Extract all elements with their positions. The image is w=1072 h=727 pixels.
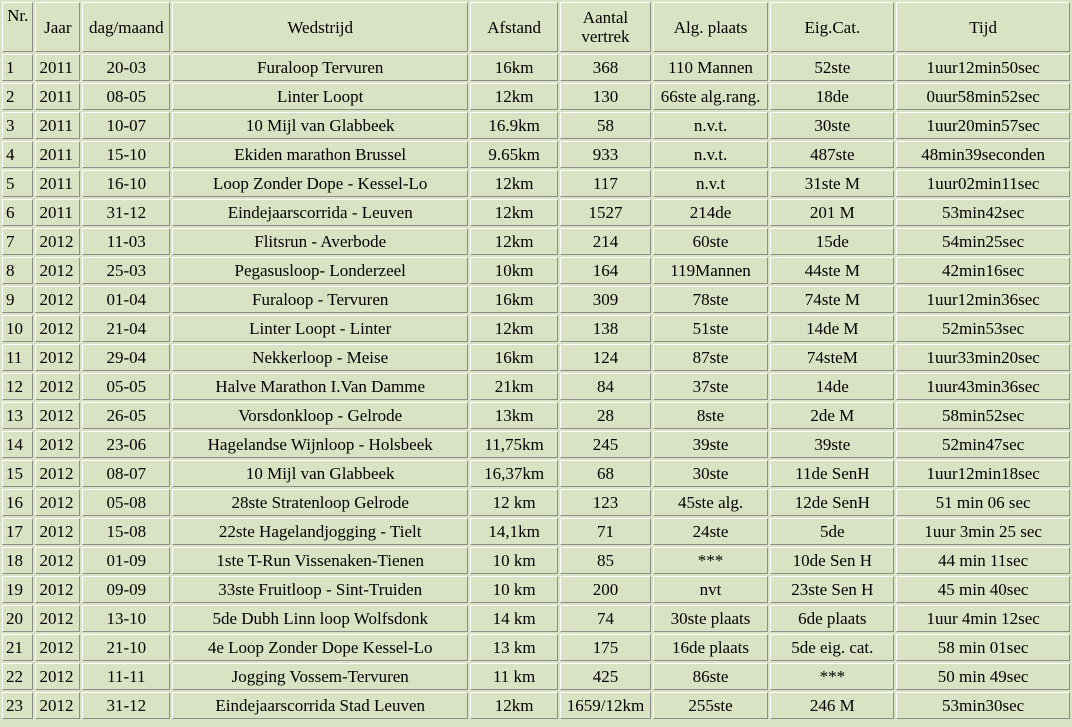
cell-datum: 21-04 — [82, 315, 170, 342]
table-row — [2, 489, 1070, 516]
table-row — [2, 315, 1070, 342]
cell-nr: 6 — [2, 199, 33, 226]
table-row — [2, 373, 1070, 400]
cell-cat: 52ste — [770, 54, 894, 81]
cell-cat: 39ste — [770, 431, 894, 458]
cell-nr: 5 — [2, 170, 33, 197]
cell-nr: 15 — [2, 460, 33, 487]
header-plaats: Alg. plaats — [653, 2, 769, 52]
cell-datum: 16-10 — [82, 170, 170, 197]
cell-vertrek: 71 — [560, 518, 650, 545]
cell-jaar: 2011 — [35, 83, 80, 110]
cell-nr: 4 — [2, 141, 33, 168]
cell-wedstrijd: 5de Dubh Linn loop Wolfsdonk — [172, 605, 467, 632]
cell-tijd: 1uur12min36sec — [896, 286, 1070, 313]
table-row — [2, 286, 1070, 313]
cell-tijd: 1uur 4min 12sec — [896, 605, 1070, 632]
cell-tijd: 48min39seconden — [896, 141, 1070, 168]
cell-afstand: 12km — [470, 228, 558, 255]
cell-afstand: 12km — [470, 83, 558, 110]
cell-wedstrijd: 4e Loop Zonder Dope Kessel-Lo — [172, 634, 467, 661]
cell-plaats: 60ste — [653, 228, 769, 255]
cell-wedstrijd: Nekkerloop - Meise — [172, 344, 467, 371]
cell-datum: 09-09 — [82, 576, 170, 603]
cell-vertrek: 84 — [560, 373, 650, 400]
cell-datum: 31-12 — [82, 199, 170, 226]
cell-tijd: 52min47sec — [896, 431, 1070, 458]
table-row — [2, 83, 1070, 110]
cell-cat: 2de M — [770, 402, 894, 429]
cell-vertrek: 200 — [560, 576, 650, 603]
cell-cat: 30ste — [770, 112, 894, 139]
cell-plaats: 24ste — [653, 518, 769, 545]
header-vertrek — [560, 2, 650, 52]
table-row — [2, 634, 1070, 661]
cell-tijd: 54min25sec — [896, 228, 1070, 255]
cell-afstand: 11,75km — [470, 431, 558, 458]
header-tijd: Tijd — [896, 2, 1070, 52]
cell-jaar: 2012 — [35, 344, 80, 371]
table-body — [2, 54, 1070, 719]
header-vertrek-line2: vertrek — [581, 27, 630, 46]
table-row — [2, 170, 1070, 197]
cell-vertrek: 124 — [560, 344, 650, 371]
cell-tijd: 1uur12min50sec — [896, 54, 1070, 81]
cell-tijd: 1uur02min11sec — [896, 170, 1070, 197]
cell-plaats: *** — [653, 547, 769, 574]
header-wedstrijd: Wedstrijd — [172, 2, 467, 52]
cell-jaar: 2012 — [35, 460, 80, 487]
cell-wedstrijd: 1ste T-Run Vissenaken-Tienen — [172, 547, 467, 574]
cell-cat: 12de SenH — [770, 489, 894, 516]
cell-wedstrijd: Linter Loopt - Linter — [172, 315, 467, 342]
cell-cat: 14de M — [770, 315, 894, 342]
cell-tijd: 53min42sec — [896, 199, 1070, 226]
cell-afstand: 21km — [470, 373, 558, 400]
cell-plaats: 110 Mannen — [653, 54, 769, 81]
cell-tijd: 52min53sec — [896, 315, 1070, 342]
cell-datum: 13-10 — [82, 605, 170, 632]
cell-afstand: 13 km — [470, 634, 558, 661]
cell-nr: 21 — [2, 634, 33, 661]
cell-plaats: 45ste alg. — [653, 489, 769, 516]
cell-cat: 18de — [770, 83, 894, 110]
cell-afstand: 10km — [470, 257, 558, 284]
cell-jaar: 2012 — [35, 315, 80, 342]
cell-datum: 11-11 — [82, 663, 170, 690]
table-row — [2, 54, 1070, 81]
cell-afstand: 13km — [470, 402, 558, 429]
cell-wedstrijd: Pegasusloop- Londerzeel — [172, 257, 467, 284]
cell-nr: 3 — [2, 112, 33, 139]
cell-tijd: 51 min 06 sec — [896, 489, 1070, 516]
cell-vertrek: 175 — [560, 634, 650, 661]
cell-wedstrijd: Hagelandse Wijnloop - Holsbeek — [172, 431, 467, 458]
cell-wedstrijd: Loop Zonder Dope - Kessel-Lo — [172, 170, 467, 197]
cell-datum: 29-04 — [82, 344, 170, 371]
table-row — [2, 605, 1070, 632]
table-row — [2, 112, 1070, 139]
table-row — [2, 518, 1070, 545]
cell-jaar: 2012 — [35, 576, 80, 603]
cell-wedstrijd: 28ste Stratenloop Gelrode — [172, 489, 467, 516]
cell-cat: 23ste Sen H — [770, 576, 894, 603]
table-row — [2, 460, 1070, 487]
cell-datum: 31-12 — [82, 692, 170, 719]
cell-plaats: 78ste — [653, 286, 769, 313]
cell-nr: 14 — [2, 431, 33, 458]
cell-cat: *** — [770, 663, 894, 690]
table-row — [2, 344, 1070, 371]
cell-tijd: 1uur 3min 25 sec — [896, 518, 1070, 545]
cell-afstand: 16km — [470, 286, 558, 313]
cell-vertrek: 933 — [560, 141, 650, 168]
cell-jaar: 2011 — [35, 170, 80, 197]
cell-afstand: 16,37km — [470, 460, 558, 487]
cell-plaats: nvt — [653, 576, 769, 603]
cell-vertrek: 117 — [560, 170, 650, 197]
cell-plaats: 37ste — [653, 373, 769, 400]
cell-plaats: 39ste — [653, 431, 769, 458]
cell-tijd: 50 min 49sec — [896, 663, 1070, 690]
cell-plaats: 8ste — [653, 402, 769, 429]
cell-cat: 487ste — [770, 141, 894, 168]
cell-tijd: 1uur43min36sec — [896, 373, 1070, 400]
cell-datum: 05-05 — [82, 373, 170, 400]
cell-plaats: 119Mannen — [653, 257, 769, 284]
cell-jaar: 2011 — [35, 112, 80, 139]
cell-afstand: 9.65km — [470, 141, 558, 168]
header-datum: dag/maand — [82, 2, 170, 52]
cell-jaar: 2012 — [35, 634, 80, 661]
cell-nr: 12 — [2, 373, 33, 400]
cell-nr: 18 — [2, 547, 33, 574]
cell-wedstrijd: 33ste Fruitloop - Sint-Truiden — [172, 576, 467, 603]
cell-afstand: 12km — [470, 315, 558, 342]
cell-wedstrijd: 22ste Hagelandjogging - Tielt — [172, 518, 467, 545]
cell-cat: 5de eig. cat. — [770, 634, 894, 661]
cell-vertrek: 164 — [560, 257, 650, 284]
cell-wedstrijd: Vorsdonkloop - Gelrode — [172, 402, 467, 429]
cell-jaar: 2011 — [35, 54, 80, 81]
cell-wedstrijd: Eindejaarscorrida - Leuven — [172, 199, 467, 226]
cell-vertrek: 1659/12km — [560, 692, 650, 719]
cell-wedstrijd: Ekiden marathon Brussel — [172, 141, 467, 168]
cell-datum: 01-09 — [82, 547, 170, 574]
cell-afstand: 14,1km — [470, 518, 558, 545]
cell-nr: 16 — [2, 489, 33, 516]
cell-vertrek: 28 — [560, 402, 650, 429]
cell-nr: 9 — [2, 286, 33, 313]
header-afstand: Afstand — [470, 2, 558, 52]
table-row — [2, 547, 1070, 574]
cell-jaar: 2012 — [35, 257, 80, 284]
cell-plaats: 86ste — [653, 663, 769, 690]
cell-nr: 7 — [2, 228, 33, 255]
cell-plaats: n.v.t. — [653, 141, 769, 168]
cell-wedstrijd: Eindejaarscorrida Stad Leuven — [172, 692, 467, 719]
table-row — [2, 576, 1070, 603]
cell-jaar: 2012 — [35, 692, 80, 719]
cell-datum: 23-06 — [82, 431, 170, 458]
cell-nr: 19 — [2, 576, 33, 603]
header-row — [2, 2, 1070, 52]
cell-afstand: 14 km — [470, 605, 558, 632]
cell-plaats: 30ste plaats — [653, 605, 769, 632]
cell-plaats: 214de — [653, 199, 769, 226]
table-row — [2, 199, 1070, 226]
cell-afstand: 11 km — [470, 663, 558, 690]
table-row — [2, 692, 1070, 719]
cell-datum: 08-05 — [82, 83, 170, 110]
cell-plaats: n.v.t — [653, 170, 769, 197]
cell-vertrek: 130 — [560, 83, 650, 110]
cell-cat: 10de Sen H — [770, 547, 894, 574]
cell-nr: 1 — [2, 54, 33, 81]
cell-wedstrijd: Jogging Vossem-Tervuren — [172, 663, 467, 690]
cell-jaar: 2012 — [35, 489, 80, 516]
cell-afstand: 12km — [470, 692, 558, 719]
cell-wedstrijd: Furaloop - Tervuren — [172, 286, 467, 313]
table-row — [2, 431, 1070, 458]
cell-jaar: 2012 — [35, 547, 80, 574]
cell-cat: 5de — [770, 518, 894, 545]
cell-datum: 26-05 — [82, 402, 170, 429]
cell-vertrek: 425 — [560, 663, 650, 690]
cell-jaar: 2012 — [35, 605, 80, 632]
cell-datum: 15-08 — [82, 518, 170, 545]
cell-tijd: 1uur33min20sec — [896, 344, 1070, 371]
cell-plaats: 16de plaats — [653, 634, 769, 661]
cell-nr: 22 — [2, 663, 33, 690]
cell-afstand: 12km — [470, 170, 558, 197]
header-vertrek-line1: Aantal — [582, 8, 629, 27]
cell-tijd: 58 min 01sec — [896, 634, 1070, 661]
cell-afstand: 16km — [470, 344, 558, 371]
cell-plaats: 255ste — [653, 692, 769, 719]
cell-afstand: 12 km — [470, 489, 558, 516]
cell-nr: 13 — [2, 402, 33, 429]
cell-cat: 15de — [770, 228, 894, 255]
cell-afstand: 12km — [470, 199, 558, 226]
cell-tijd: 0uur58min52sec — [896, 83, 1070, 110]
cell-cat: 6de plaats — [770, 605, 894, 632]
cell-nr: 10 — [2, 315, 33, 342]
cell-vertrek: 214 — [560, 228, 650, 255]
header-cat: Eig.Cat. — [770, 2, 894, 52]
cell-plaats: 66ste alg.rang. — [653, 83, 769, 110]
cell-plaats: 30ste — [653, 460, 769, 487]
cell-tijd: 53min30sec — [896, 692, 1070, 719]
cell-datum: 08-07 — [82, 460, 170, 487]
cell-cat: 44ste M — [770, 257, 894, 284]
cell-jaar: 2012 — [35, 373, 80, 400]
cell-wedstrijd: 10 Mijl van Glabbeek — [172, 460, 467, 487]
cell-wedstrijd: Furaloop Tervuren — [172, 54, 467, 81]
cell-datum: 20-03 — [82, 54, 170, 81]
table-row — [2, 141, 1070, 168]
cell-jaar: 2012 — [35, 228, 80, 255]
cell-nr: 17 — [2, 518, 33, 545]
cell-wedstrijd: Linter Loopt — [172, 83, 467, 110]
table-row — [2, 402, 1070, 429]
table-row — [2, 257, 1070, 284]
cell-datum: 25-03 — [82, 257, 170, 284]
cell-jaar: 2012 — [35, 431, 80, 458]
header-nr: Nr. — [2, 2, 33, 52]
cell-vertrek: 309 — [560, 286, 650, 313]
cell-afstand: 10 km — [470, 576, 558, 603]
cell-tijd: 58min52sec — [896, 402, 1070, 429]
cell-tijd: 44 min 11sec — [896, 547, 1070, 574]
cell-cat: 11de SenH — [770, 460, 894, 487]
cell-cat: 74steM — [770, 344, 894, 371]
cell-jaar: 2012 — [35, 286, 80, 313]
cell-vertrek: 85 — [560, 547, 650, 574]
cell-afstand: 16.9km — [470, 112, 558, 139]
cell-jaar: 2012 — [35, 518, 80, 545]
cell-jaar: 2012 — [35, 402, 80, 429]
cell-vertrek: 245 — [560, 431, 650, 458]
cell-vertrek: 368 — [560, 54, 650, 81]
cell-tijd: 42min16sec — [896, 257, 1070, 284]
cell-datum: 01-04 — [82, 286, 170, 313]
cell-vertrek: 58 — [560, 112, 650, 139]
cell-datum: 11-03 — [82, 228, 170, 255]
cell-wedstrijd: 10 Mijl van Glabbeek — [172, 112, 467, 139]
cell-nr: 23 — [2, 692, 33, 719]
header-jaar: Jaar — [35, 2, 80, 52]
cell-vertrek: 138 — [560, 315, 650, 342]
cell-vertrek: 68 — [560, 460, 650, 487]
cell-afstand: 16km — [470, 54, 558, 81]
cell-nr: 8 — [2, 257, 33, 284]
cell-vertrek: 1527 — [560, 199, 650, 226]
cell-plaats: 87ste — [653, 344, 769, 371]
cell-vertrek: 74 — [560, 605, 650, 632]
cell-datum: 21-10 — [82, 634, 170, 661]
cell-jaar: 2011 — [35, 141, 80, 168]
cell-cat: 74ste M — [770, 286, 894, 313]
cell-plaats: n.v.t. — [653, 112, 769, 139]
cell-nr: 20 — [2, 605, 33, 632]
cell-cat: 201 M — [770, 199, 894, 226]
cell-plaats: 51ste — [653, 315, 769, 342]
cell-nr: 2 — [2, 83, 33, 110]
cell-wedstrijd: Halve Marathon I.Van Damme — [172, 373, 467, 400]
cell-tijd: 1uur12min18sec — [896, 460, 1070, 487]
cell-afstand: 10 km — [470, 547, 558, 574]
cell-jaar: 2012 — [35, 663, 80, 690]
cell-vertrek: 123 — [560, 489, 650, 516]
cell-datum: 10-07 — [82, 112, 170, 139]
cell-cat: 14de — [770, 373, 894, 400]
cell-tijd: 1uur20min57sec — [896, 112, 1070, 139]
cell-nr: 11 — [2, 344, 33, 371]
table-row — [2, 228, 1070, 255]
cell-datum: 05-08 — [82, 489, 170, 516]
cell-tijd: 45 min 40sec — [896, 576, 1070, 603]
cell-wedstrijd: Flitsrun - Averbode — [172, 228, 467, 255]
cell-jaar: 2011 — [35, 199, 80, 226]
cell-datum: 15-10 — [82, 141, 170, 168]
cell-cat: 31ste M — [770, 170, 894, 197]
cell-cat: 246 M — [770, 692, 894, 719]
table-row — [2, 663, 1070, 690]
